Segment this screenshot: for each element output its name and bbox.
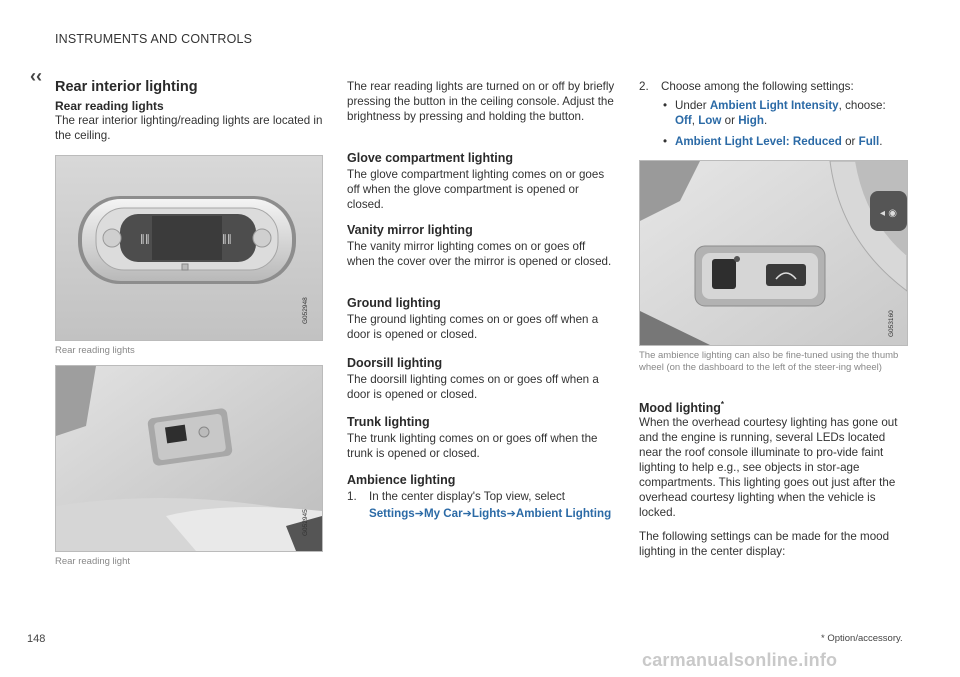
body-text: The trunk lighting comes on or goes off when the trunk is opened or closed.	[347, 432, 598, 460]
bullet-text: Under	[675, 99, 707, 112]
double-chevron-left-icon[interactable]: ‹‹	[30, 66, 42, 86]
section-ambience-lighting	[347, 473, 615, 522]
step-number: 2.	[639, 80, 649, 93]
path-my-car[interactable]: My Car	[423, 507, 463, 520]
section-title: Ambience lighting	[347, 473, 456, 487]
section-mood-lighting	[639, 400, 907, 559]
watermark: carmanualsonline.info	[642, 650, 838, 670]
step-2	[639, 79, 907, 94]
body-text: The doorsill lighting comes on or goes off when a door is opened or closed.	[347, 373, 599, 401]
option-low[interactable]: Low	[698, 114, 722, 127]
figure-id: G052948	[302, 297, 309, 324]
option-full[interactable]: Full	[858, 135, 880, 148]
footnote: * Option/accessory.	[821, 633, 903, 644]
section-title	[639, 400, 907, 415]
bullet-text: , choose:	[838, 99, 886, 112]
arrow-right-icon: ➔	[414, 508, 424, 520]
section-doorsill-lighting	[347, 356, 615, 402]
page-number: 148	[27, 633, 46, 645]
figure-caption: The ambience lighting can also be fine-tuned using the thumb wheel (on the dashboard to the left of the steer-ing wheel)	[639, 350, 899, 373]
column-2-intro	[347, 79, 615, 124]
step-number: 1.	[347, 490, 357, 503]
subsection-title: Rear reading lights	[55, 99, 164, 113]
running-header: INSTRUMENTS AND CONTROLS	[55, 32, 253, 46]
bullet-text: ,	[691, 114, 695, 127]
bullet-intensity	[663, 98, 907, 128]
body-text: When the overhead courtesy lighting has gone out and the engine is running, several LEDs located near the roof console illuminate to pro-vide faint lighting to help e.g., see objects in stor-age compartments. This lighting goes out just after the overhead courtesy lighting when the vehicle is locked.	[639, 416, 898, 520]
menu-path	[369, 506, 615, 522]
setting-ambient-light-level[interactable]: Ambient Light Level: Reduced	[675, 135, 842, 148]
body-text: The ground lighting comes on or goes off when a door is opened or closed.	[347, 313, 599, 341]
step-text: Choose among the following settings:	[661, 80, 854, 93]
figure-rear-reading-lights	[55, 155, 323, 341]
path-lights[interactable]: Lights	[471, 507, 507, 520]
section-title: Rear interior lighting	[55, 79, 198, 95]
section-title: Trunk lighting	[347, 415, 430, 429]
path-ambient-lighting[interactable]: Ambient Lighting	[515, 507, 612, 520]
section-title: Vanity mirror lighting	[347, 223, 473, 237]
bullet-text: .	[879, 135, 883, 148]
arrow-right-icon: ➔	[506, 508, 516, 520]
section-title: Ground lighting	[347, 296, 441, 310]
section-title: Doorsill lighting	[347, 356, 443, 370]
figure-caption: Rear reading light	[55, 556, 130, 567]
body-text: The rear interior lighting/reading lights are located in the ceiling.	[55, 114, 323, 142]
arrow-right-icon: ➔	[462, 508, 472, 520]
section-glove-compartment	[347, 151, 615, 212]
bullet-level	[663, 134, 907, 149]
section-trunk-lighting	[347, 415, 615, 461]
body-text: The vanity mirror lighting comes on or goes off when the cover over the mirror is opened or closed.	[347, 240, 612, 268]
bullet-text: .	[763, 114, 768, 127]
svg-text:∥∥: ∥∥	[140, 234, 150, 245]
step-1	[347, 489, 615, 522]
path-settings[interactable]: Settings	[369, 507, 415, 520]
body-text: The following settings can be made for the mood lighting in the center display:	[639, 530, 890, 559]
figure-rear-reading-light	[55, 365, 323, 552]
option-marker: *	[720, 400, 725, 409]
figure-thumb-wheel	[639, 160, 908, 346]
section-title-text: Mood lighting	[639, 401, 721, 416]
step-text: In the center display's Top view, select	[369, 490, 565, 503]
option-off[interactable]: Off	[675, 114, 692, 127]
svg-text:∥∥: ∥∥	[222, 234, 232, 245]
setting-ambient-light-intensity[interactable]: Ambient Light Intensity	[709, 99, 839, 112]
figure-id: G053160	[888, 310, 895, 337]
body-text: The glove compartment lighting comes on or goes off when the glove compartment is opened or closed.	[347, 168, 605, 211]
svg-text:◂ ◉: ◂ ◉	[880, 208, 897, 219]
figure-caption: Rear reading lights	[55, 345, 135, 356]
section-ground-lighting	[347, 296, 615, 342]
bullet-text: or	[724, 114, 735, 127]
figure-id: G052945	[302, 509, 309, 536]
bullet-text: or	[845, 135, 856, 148]
column-1	[55, 79, 323, 143]
body-text: The rear reading lights are turned on or off by briefly pressing the button in the ceiling console. Adjust the brightness by pressing and holding the button.	[347, 80, 615, 123]
section-vanity-mirror	[347, 223, 615, 269]
column-3-steps	[639, 79, 907, 149]
option-high[interactable]: High	[738, 114, 764, 127]
section-title: Glove compartment lighting	[347, 151, 513, 165]
